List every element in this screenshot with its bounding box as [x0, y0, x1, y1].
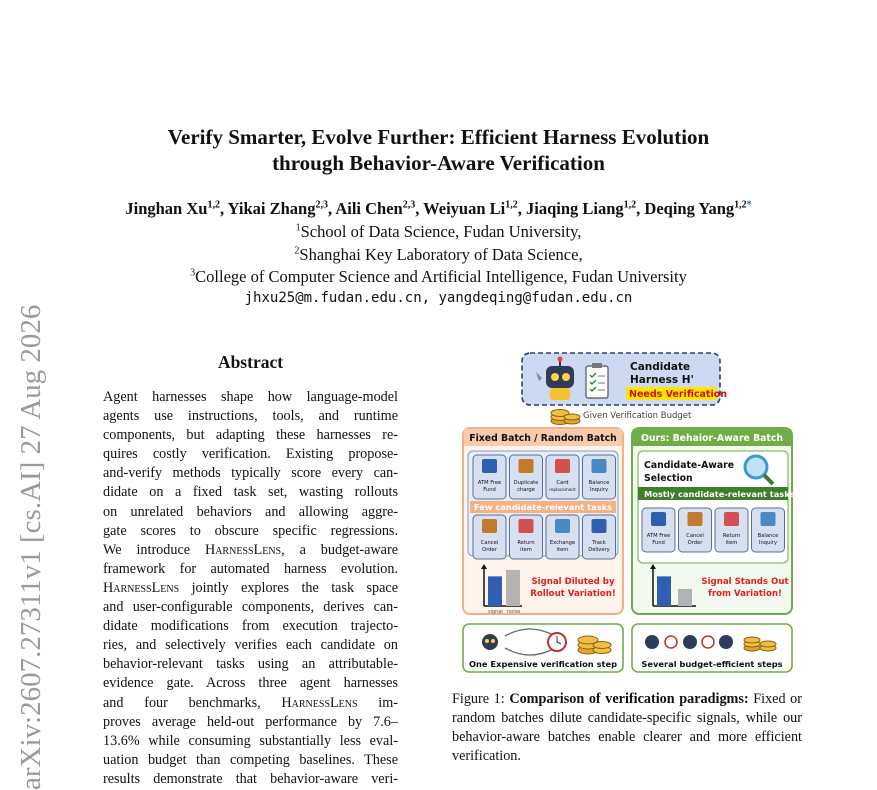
task-label: Exchange	[549, 540, 576, 546]
task-label: Return	[722, 533, 741, 539]
task-tile	[510, 515, 543, 559]
figure-1	[460, 350, 796, 678]
author-affiliation-sup: 2,3	[315, 199, 328, 211]
selection-title-1: Candidate-Aware	[644, 460, 735, 471]
left-noise-bar	[506, 570, 520, 606]
abstract-body	[103, 388, 398, 789]
task-label: Balance	[588, 480, 610, 486]
task-icon	[555, 519, 570, 533]
task-label: Inquiry	[758, 540, 778, 546]
task-label: item	[725, 540, 738, 546]
author-name: Yikai Zhang	[227, 199, 316, 218]
abstract-line: didate on a fixed task set, wasting rollouts	[103, 484, 398, 501]
task-label: Balance	[757, 533, 779, 539]
affiliation-1: $^1$School of Data Science, Fudan University,	[295, 222, 582, 241]
abstract-line: ries, and selectively verifies each candidate on	[103, 637, 398, 654]
task-label: ATM Free	[646, 533, 671, 539]
right-panel-title: Ours: Behaior-Aware Batch	[640, 433, 784, 444]
task-label: ATM Free	[477, 480, 502, 486]
task-label: Track	[592, 540, 606, 546]
task-icon	[482, 519, 497, 533]
task-label: item	[556, 547, 569, 553]
task-icon	[651, 512, 666, 526]
author-affiliation-sup: 1,2	[207, 199, 220, 211]
left-signal-bar	[488, 576, 502, 606]
abstract-heading: Abstract	[217, 352, 284, 372]
author-emails: jhxu25@m.fudan.edu.cn, yangdeqing@fudan.edu.cn	[244, 290, 633, 306]
selection-title-2: Selection	[644, 473, 693, 484]
abstract-line: proves average held-out performance by 7.6–	[103, 713, 398, 730]
task-icon	[519, 519, 534, 533]
abstract-line: gate scores to obscure specific regressions.	[103, 522, 398, 539]
task-icon	[592, 519, 607, 533]
author-name: Jiaqing Liang	[526, 199, 624, 218]
corresponding-mark: *	[746, 199, 752, 211]
clipboard-icon	[586, 363, 608, 398]
abstract-line: results demonstrate that behavior-aware veri-	[103, 770, 398, 787]
right-signal-text-1: Signal Stands Out	[701, 577, 789, 587]
title-line-2: through Behavior-Aware Verification	[272, 151, 605, 175]
system-name: HarnessLens	[281, 694, 358, 711]
task-tile	[510, 455, 543, 499]
candidate-title: Candidate	[630, 361, 691, 373]
abstract-line: uation budget than competing baselines. These	[103, 751, 398, 768]
abstract-line: on unrelated behaviors and allowing aggre-	[103, 503, 398, 520]
author-name: Deqing Yang	[644, 199, 735, 218]
left-bottom-label: One Expensive verification step	[468, 659, 618, 669]
figure-caption	[452, 690, 802, 766]
task-icon	[761, 512, 776, 526]
abstract-line: We introduce HarnessLens, a budget-aware	[103, 541, 398, 558]
task-icon	[592, 459, 607, 473]
author-name: Aili Chen	[335, 199, 403, 218]
abstract-line: HarnessLens jointly explores the task space	[103, 579, 398, 596]
task-label: Duplicate	[513, 480, 539, 486]
abstract-line: agents use instructions, tools, and runtime	[103, 408, 398, 425]
task-tile	[715, 508, 748, 552]
system-name: HarnessLens	[103, 579, 180, 596]
task-icon	[724, 512, 739, 526]
task-tile	[679, 508, 712, 552]
task-label: replacement	[549, 487, 576, 492]
abstract-line: framework for automated harness evolution.	[103, 560, 398, 577]
right-banner: Mostly candidate-relevant tasks	[644, 489, 795, 499]
abstract-line: and user-configurable components, derives can-	[103, 599, 398, 616]
abstract-line: evidence gate. Across three agent harnesses	[103, 675, 398, 692]
author-affiliation-sup: 1,2	[505, 199, 518, 211]
abstract-line: quires costly verification. Existing propose-	[103, 446, 398, 463]
task-tile	[546, 455, 579, 499]
left-signal-axis-label: signal	[488, 609, 503, 615]
author-affiliation-sup: 1,2	[623, 199, 637, 211]
task-label: Delivery	[588, 547, 610, 553]
author-list: Jinghan Xu$^{1,2}$, Yikai Zhang$^{2,3}$, Aili Chen$^{2,3}$, Weiyuan Li$^{1,2}$, Jiaqing Liang$^{1,2}$, Deqing Yang$^{1,2*}$	[125, 199, 752, 218]
task-label: Card	[556, 480, 569, 486]
left-signal-text-1: Signal Diluted by	[531, 577, 615, 587]
left-noise-axis-label: noise	[507, 609, 521, 615]
caption-label: Figure 1:	[452, 691, 505, 707]
abstract-line: 13.6% while consuming substantially less eval-	[103, 732, 398, 749]
right-noise-bar	[678, 589, 692, 606]
abstract-line: and four benchmarks, HarnessLens im-	[103, 694, 399, 711]
task-label: Return	[517, 540, 535, 546]
arxiv-stamp-text: arXiv:2607.27311v1 [cs.AI] 27 Aug 2026	[15, 304, 47, 790]
task-tile	[583, 455, 616, 499]
task-label: item	[520, 547, 532, 553]
left-signal-text-2: Rollout Variation!	[530, 589, 616, 599]
system-name: HarnessLens	[204, 541, 282, 558]
caption-bold: Comparison of verification paradigms:	[509, 691, 749, 707]
task-label: Cancel	[480, 540, 499, 546]
author-affiliation-sup: 2,3	[402, 199, 416, 211]
task-tile	[642, 508, 675, 552]
abstract-line: behavior-relevant tasks using an attributable-	[103, 656, 398, 673]
needs-verification-label: Needs Verification	[629, 389, 727, 400]
paper-title	[0, 124, 877, 176]
author-name: Jinghan Xu	[125, 199, 208, 218]
right-signal-bar	[657, 576, 671, 606]
task-tile	[583, 515, 616, 559]
caption-text: Fixed or random batches dilute candidate-specific signals, while our behavior-aware batches enable clearer and more efficient verification.	[452, 691, 802, 765]
task-label: charge	[517, 487, 535, 493]
task-label: Cancel	[686, 533, 704, 539]
task-label: Fund	[483, 487, 496, 493]
budget-label: Given Verification Budget	[583, 411, 692, 421]
right-signal-text-2: from Variation!	[708, 589, 782, 599]
left-banner: Few candidate-relevant tasks	[473, 502, 613, 512]
task-tile	[473, 455, 506, 499]
author-name: Weiyuan Li	[423, 199, 506, 218]
task-tile	[473, 515, 506, 559]
right-bottom-label: Several budget-efficient steps	[641, 659, 783, 669]
task-tile	[546, 515, 579, 559]
task-tile	[752, 508, 785, 552]
abstract-line: didate modifications from execution trajecto-	[103, 618, 398, 635]
task-label: Order	[482, 547, 497, 553]
task-icon	[555, 459, 570, 473]
task-label: Inquiry	[589, 487, 609, 493]
task-icon	[688, 512, 703, 526]
task-label: Fund	[652, 540, 665, 546]
affiliation-3: $^3$College of Computer Science and Artificial Intelligence, Fudan University	[190, 267, 687, 286]
task-label: Order	[687, 540, 703, 546]
abstract-line: and-verify methods typically score every can-	[103, 465, 398, 482]
task-icon	[519, 459, 534, 473]
coin-stack-icon	[551, 410, 580, 425]
abstract-line: Agent harnesses shape how language-model	[103, 389, 398, 405]
abstract-line: components, but adapting these harnesses re-	[103, 427, 398, 444]
left-panel-title: Fixed Batch / Random Batch	[469, 433, 617, 444]
affiliation-2: $^2$Shanghai Key Laboratory of Data Science,	[294, 245, 583, 264]
candidate-subtitle: Harness H'	[630, 374, 694, 386]
task-icon	[482, 459, 497, 473]
title-line-1: Verify Smarter, Evolve Further: Efficient Harness Evolution	[167, 125, 710, 149]
author-affiliation-sup: 1,2	[734, 199, 747, 211]
arxiv-stamp	[0, 304, 47, 790]
